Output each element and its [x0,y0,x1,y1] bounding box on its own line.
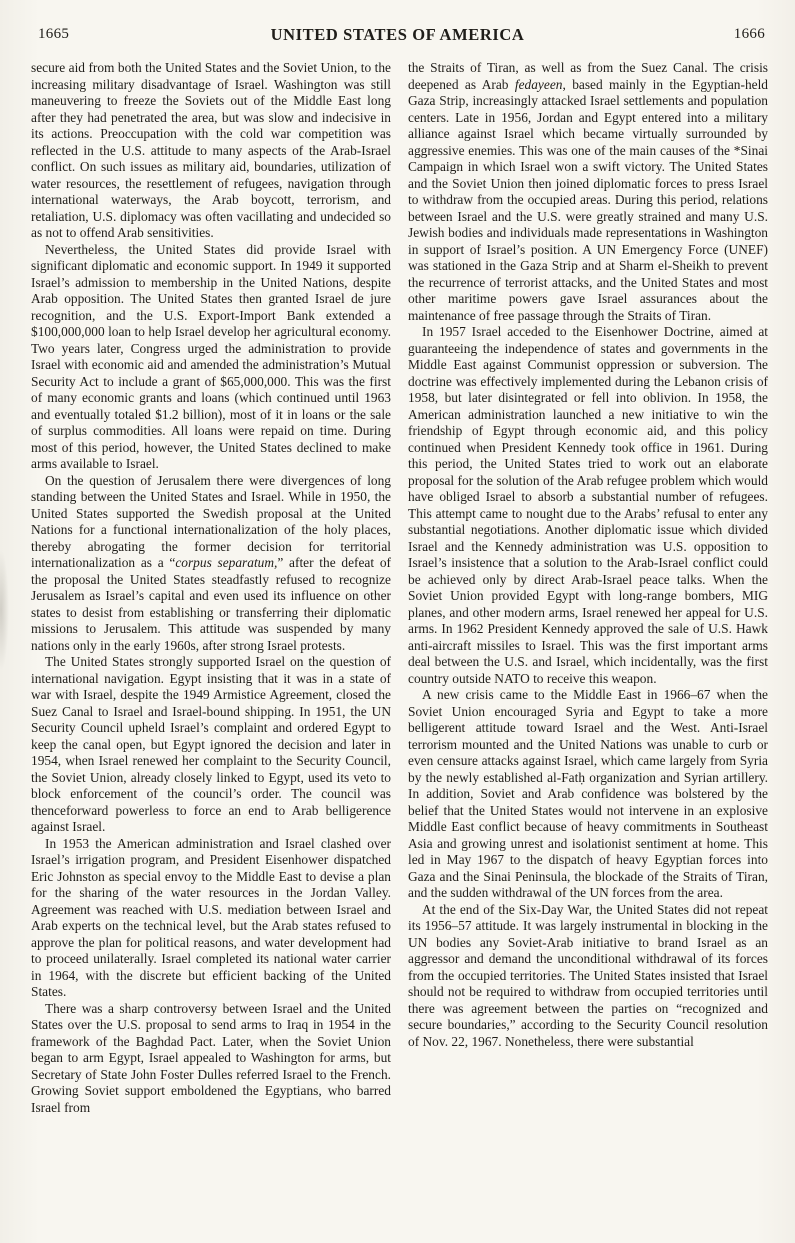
page-number-right: 1666 [733,26,765,42]
body-text: On the question of Jerusalem there were divergences of long standing between the United States and Israel. While in 1950, the United States supported the Swedish proposal at the United Nations for a functional internationalization of the holy places, thereby abrogating the former decision for territorial internationalization as a “ [31,472,391,570]
body-text: At the end of the Six-Day War, the United States did not repeat its 1956–57 attitude. It was largely instrumental in blocking in the UN bodies any Soviet-Arab initiative to brand Israel as an aggressor and demand the unconditional withdrawal of its forces from the occupied territories. The United States insisted that Israel should not be required to withdraw from occupied territories until there was agreement between the parties on “recognized and secure boundaries,” according to the Security Council resolution of Nov. 22, 1967. Nonetheless, there were substantial [408,901,768,1049]
body-text: In 1957 Israel acceded to the Eisenhower Doctrine, aimed at guaranteeing the independence of states and governments in the Middle East against Communist oppression or subversion. The doctrine was effectively implemented during the Lebanon crisis of 1958, but later disintegrated or fell into oblivion. In 1958, the American administration launched a new initiative to win the friendship of Egypt through economic aid, and this policy continued when President Kennedy took office in 1961. During this period, the United States tried to work out an elaborate proposal for the solution of the Arab refugee problem which would have obliged Israel to absorb a substantial number of refugees. This attempt came to nought due to the Arabs’ refusal to enter any substantial negotiations. Another diplomatic issue which divided Israel and the Kennedy administration was U.S. opposition to Israel’s insistence that a solution to the Arab-Israel conflict could be achieved only by direct Arab-Israel peace talks. When the Soviet Union provided Egypt with long-range bombers, MIG planes, and other modern arms, Israel renewed her appeal for U.S. arms. In 1962 President Kennedy approved the sale of U.S. Hawk anti-aircraft missiles to Israel. This was the first important arms deal between the U.S. and Israel, which incidentally, was the first country outside NATO to receive this weapon. [408,324,768,686]
italic-text: fedayeen [514,76,563,92]
paragraph [408,687,768,902]
body-text: , based mainly in the Egyptian-held Gaza Strip, increasingly attacked Israel settlements and population centers. Late in 1956, Jordan and Egypt entered into a military alliance against Israel which became virtually surrounded by aggressive enemies. This was one of the main causes of the *Sinai Campaign in which Israel won a swift victory. The United States and the Soviet Union then joined diplomatic forces to press Israel to withdraw from the occupied areas. During this period, relations between Israel and the U.S. were greatly strained and many U.S. Jewish bodies and individuals made representations in Washington in support of Israel’s position. A UN Emergency Force (UNEF) was stationed in the Gaza Strip and at Sharm el-Sheikh to prevent the recurrence of terrorist attacks, and the United States and most other maritime powers gave Israel assurances about the maintenance of free passage through the Straits of Tiran. [408,76,769,323]
body-text: There was a sharp controversy between Israel and the United States over the U.S. proposal to send arms to Iraq in 1954 in the framework of the Baghdad Pact. Later, when the Soviet Union began to arm Egypt, Israel appealed to Washington for arms, but Secretary of State John Foster Dulles referred Israel to the French. Growing Soviet support emboldened the Egyptians, who barred Israel from [31,1000,391,1115]
page-title: UNITED STATES OF AMERICA [270,25,525,44]
body-text: Nevertheless, the United States did provide Israel with significant diplomatic and economic support. In 1949 it supported Israel’s admission to membership in the United Nations, despite Arab opposition. The United States then granted Israel de jure recognition, and the U.S. Export-Import Bank extended a $100,000,000 loan to help Israel develop her agricultural economy. Two years later, Congress urged the administration to provide Israel with economic aid and amended the administration’s Mutual Security Act to include a grant of $65,000,000. This was the first of many economic grants and loans (which continued until 1963 and eventually totaled $1.2 billion), most of it in loans or the sale of surplus commodities. All loans were repaid on time. During most of this period, however, the United States declined to make arms available to Israel. [31,241,391,471]
body-text: In 1953 the American administration and Israel clashed over Israel’s irrigation program, and President Eisenhower dispatched Eric Johnston as special envoy to the Middle East to devise a plan for the sharing of the water resources in the Jordan Valley. Agreement was reached with U.S. mediation between Israel and Arab experts on the technical level, but the Arab states refused to approve the plan for political reasons, and water development had to proceed unilaterally. Israel completed its national water carrier in 1964, with the discrete but efficient backing of the United States. [31,835,391,999]
body-text: ” after the defeat of the proposal the United States steadfastly refused to recognize Jerusalem as Israel’s capital and even used its influence on other states to desist from establishing or transferring their diplomatic missions to Jerusalem. This attitude was suspended by many nations only in the early 1960s, after strong Israel protests. [31,555,391,653]
paragraph [31,242,391,473]
running-head [0,25,795,47]
paragraph [31,60,391,242]
paragraph [31,473,391,655]
paragraph [31,1001,391,1117]
italic-text: corpus separatum, [175,555,278,570]
body-text: the Straits of Tiran, as well as from the Suez Canal. The crisis deepened as Arab [408,60,768,92]
text-column-right [408,60,768,1116]
body-text: secure aid from both the United States and the Soviet Union, to the increasing military disadvantage of Israel. Washington was still maneuvering to freeze the Soviets out of the Middle East long after they had penetrated the area, but was slow and indecisive in its actions. Preoccupation with the cold war competition was reflected in the U.S. attitude to many aspects of the Arab-Israel conflict. On such issues as military aid, boundaries, utilization of water resources, the resettlement of refugees, navigation through international waterways, the Arab boycott, terrorism, and retaliation, U.S. diplomacy was often vacillating and undecided so as not to offend Arab sensitivities. [31,60,391,240]
page-number-left: 1665 [38,26,70,42]
scan-smudge-artifact [0,550,9,670]
paragraph [408,902,768,1051]
scan-corner-shadow-artifact [0,1173,46,1243]
body-text: A new crisis came to the Middle East in 1966–67 when the Soviet Union encouraged Syria and Egypt to take a more belligerent attitude toward Israel and the West. Anti-Israel terrorism mounted and the United Nations was unable to curb or even censure attacks against Israel, which came largely from Syria by the newly established al-Fatḥ organization and Syrian artillery. In addition, Soviet and Arab confidence was bolstered by the belief that the United States would not intervene in an explosive Middle East conflict because of heavy commitments in Southeast Asia and growing unrest and isolationist sentiment at home. This led in May 1967 to the dispatch of heavy Egyptian forces into Gaza and the Sinai Peninsula, the blockade of the Straits of Tiran, and the sudden withdrawal of the UN forces from the area. [408,687,768,900]
text-columns [31,60,768,1116]
paragraph [31,654,391,836]
body-text: The United States strongly supported Israel on the question of international navigation. Egypt insisting that it was in a state of war with Israel, despite the 1949 Armistice Agreement, closed the Suez Canal to Israel and Israel-bound shipping. In 1951, the UN Security Council upheld Israel’s complaint and ordered Egypt to keep the canal open, but Egypt ignored the decision and later in 1954, when Israel renewed her complaint to the Security Council, the Soviet Union, already closely linked to Egypt, used its veto to block enforcement of the council’s order. The council was thenceforward powerless to force an end to Arab belligerence against Israel. [31,654,391,834]
paragraph [408,324,768,687]
text-column-left [31,60,391,1116]
paragraph [31,836,391,1001]
paragraph [408,60,768,324]
